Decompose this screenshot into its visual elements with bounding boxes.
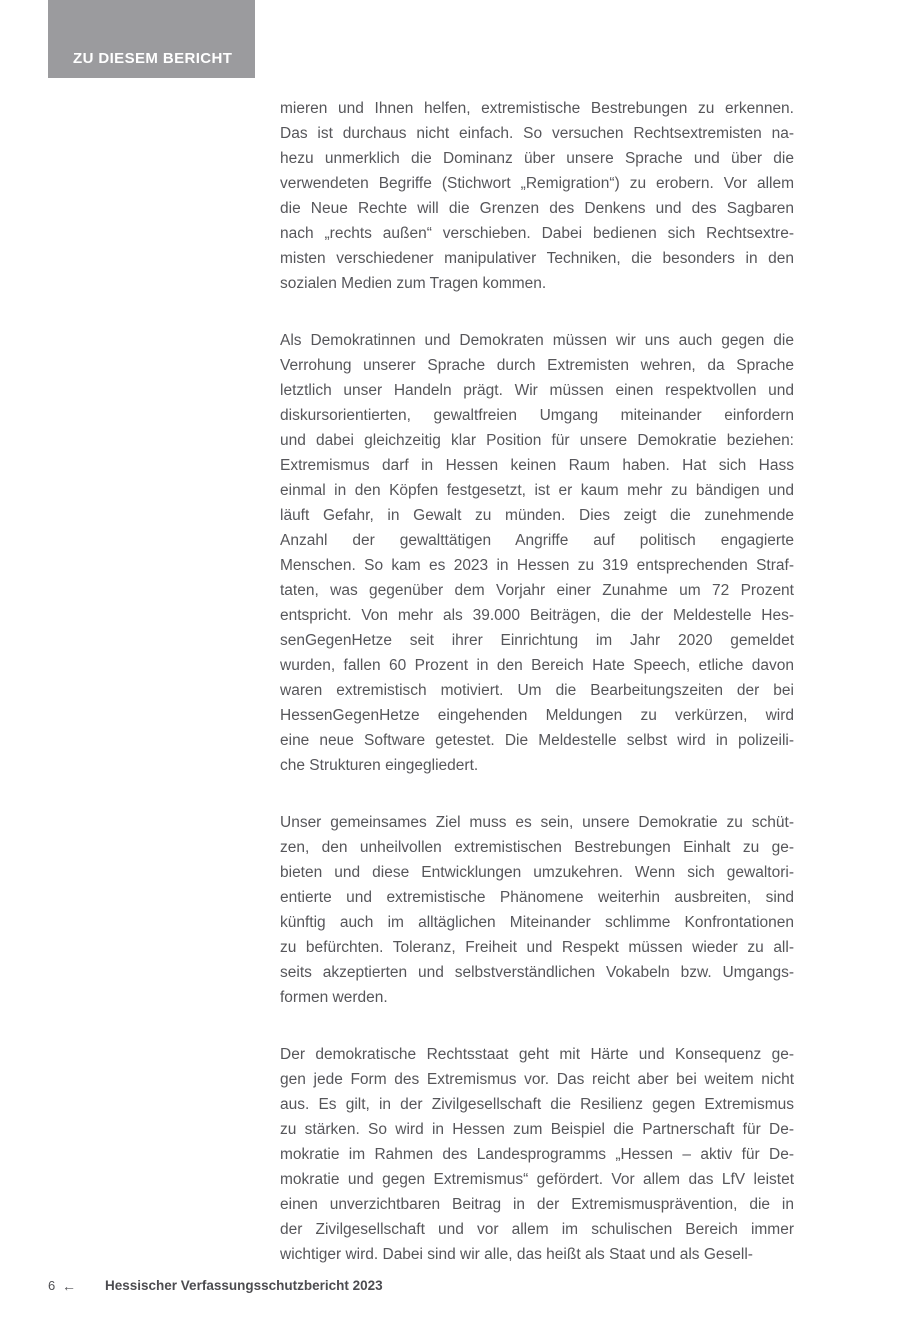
text-line: entierte und extremistische Phänomene weiterhin ausbreiten, sind [280, 889, 794, 906]
section-header-box [48, 0, 255, 78]
text-line: und dabei gleichzeitig klar Position für unsere Demokratie beziehen: [280, 432, 794, 449]
text-line: seits akzeptierten und selbstverständlichen Vokabeln bzw. Umgangs- [280, 964, 794, 981]
text-line: diskursorientierten, gewaltfreien Umgang miteinander einfordern [280, 407, 794, 424]
text-line: senGegenHetze seit ihrer Einrichtung im Jahr 2020 gemeldet [280, 632, 794, 649]
text-line: sozialen Medien zum Tragen kommen. [280, 275, 547, 292]
text-line: Menschen. So kam es 2023 in Hessen zu 319 entsprechenden Straf- [280, 557, 794, 574]
text-line: läuft Gefahr, in Gewalt zu münden. Dies zeigt die zunehmende [280, 507, 794, 524]
text-line: einen unverzichtbaren Beitrag in der Extremismusprävention, die in [280, 1196, 794, 1213]
text-line: Extremismus darf in Hessen keinen Raum haben. Hat sich Hass [280, 457, 794, 474]
text-line: hezu unmerklich die Dominanz über unsere Sprache und über die [280, 150, 794, 167]
text-line: mokratie und gegen Extremismus“ gefördert. Vor allem das LfV leistet [280, 1171, 794, 1188]
text-line: waren extremistisch motiviert. Um die Bearbeitungszeiten der bei [280, 682, 794, 699]
text-line: bieten und diese Entwicklungen umzukehren. Wenn sich gewaltori- [280, 864, 794, 881]
text-line: Das ist durchaus nicht einfach. So versuchen Rechtsextremisten na- [280, 125, 794, 142]
text-line: mokratie im Rahmen des Landesprogramms „Hessen – aktiv für De- [280, 1146, 794, 1163]
text-line: einmal in den Köpfen festgesetzt, ist er kaum mehr zu bändigen und [280, 482, 794, 499]
text-line: entspricht. Von mehr als 39.000 Beiträgen, die der Meldestelle Hes- [280, 607, 794, 624]
text-line: zu stärken. So wird in Hessen zum Beispiel die Partnerschaft für De- [280, 1121, 794, 1138]
body-text [280, 96, 794, 1267]
text-line: misten verschiedener manipulativer Techniken, die besonders in den [280, 250, 794, 267]
text-line: che Strukturen eingegliedert. [280, 757, 479, 774]
text-line: Anzahl der gewalttätigen Angriffe auf politisch engagierte [280, 532, 794, 549]
text-line: Unser gemeinsames Ziel muss es sein, unsere Demokratie zu schüt- [280, 814, 794, 831]
text-line: die Neue Rechte will die Grenzen des Denkens und des Sagbaren [280, 200, 794, 217]
text-line: formen werden. [280, 989, 388, 1006]
text-line: wurden, fallen 60 Prozent in den Bereich Hate Speech, etliche davon [280, 657, 794, 674]
paragraph [280, 1042, 794, 1267]
text-line: zen, den unheilvollen extremistischen Bestrebungen Einhalt zu ge- [280, 839, 794, 856]
text-line: Der demokratische Rechtsstaat geht mit Härte und Konsequenz ge- [280, 1046, 794, 1063]
page-number: 6 [48, 1278, 56, 1293]
page-footer [0, 1274, 900, 1298]
text-line: nach „rechts außen“ verschieben. Dabei bedienen sich Rechtsextre- [280, 225, 794, 242]
text-line: Verrohung unserer Sprache durch Extremisten wehren, da Sprache [280, 357, 794, 374]
footer-title: Hessischer Verfassungsschutzbericht 2023 [105, 1278, 383, 1293]
text-line: verwendeten Begriffe (Stichwort „Remigration“) zu erobern. Vor allem [280, 175, 794, 192]
section-title: ZU DIESEM BERICHT [73, 50, 233, 67]
text-line: eine neue Software getestet. Die Meldestelle selbst wird in polizeili- [280, 732, 794, 749]
text-line: Als Demokratinnen und Demokraten müssen wir uns auch gegen die [280, 332, 794, 349]
text-line: letztlich unser Handeln prägt. Wir müssen einen respektvollen und [280, 382, 794, 399]
text-line: zu befürchten. Toleranz, Freiheit und Respekt müssen wieder zu all- [280, 939, 794, 956]
text-line: mieren und Ihnen helfen, extremistische Bestrebungen zu erkennen. [280, 100, 794, 117]
text-line: wichtiger wird. Dabei sind wir alle, das heißt als Staat und als Gesell- [280, 1246, 753, 1263]
paragraph [280, 328, 794, 778]
paragraph [280, 96, 794, 296]
text-line: der Zivilgesellschaft und vor allem im schulischen Bereich immer [280, 1221, 794, 1238]
back-arrow-icon: ← [62, 1278, 76, 1294]
text-line: taten, was gegenüber dem Vorjahr einer Zunahme um 72 Prozent [280, 582, 794, 599]
paragraph [280, 810, 794, 1010]
text-line: gen jede Form des Extremismus vor. Das reicht aber bei weitem nicht [280, 1071, 794, 1088]
text-line: HessenGegenHetze eingehenden Meldungen zu verkürzen, wird [280, 707, 794, 724]
text-line: aus. Es gilt, in der Zivilgesellschaft die Resilienz gegen Extremismus [280, 1096, 794, 1113]
text-line: künftig auch im alltäglichen Miteinander schlimme Konfrontationen [280, 914, 794, 931]
